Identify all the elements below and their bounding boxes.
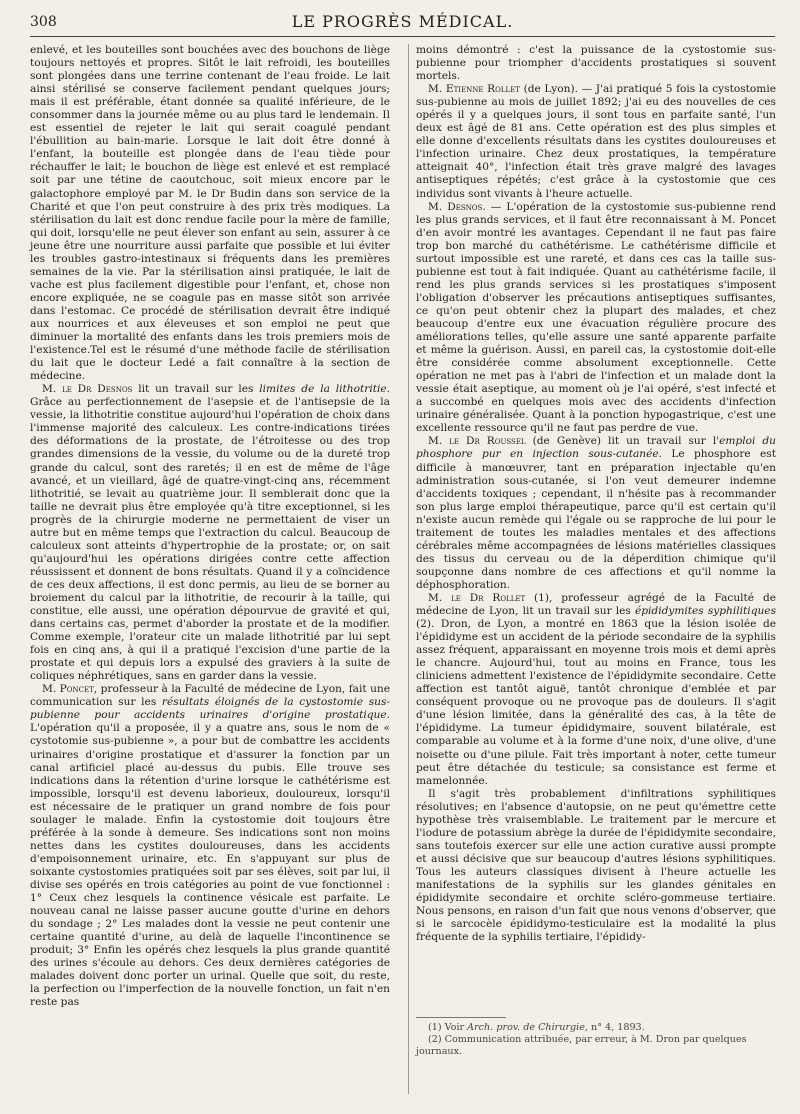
speaker-name: M. Etienne Rollet <box>428 83 520 96</box>
text-run: Grâce au perfectionnement de l'asepsie et de l'antisepsie de la vessie, la lithotritie constitue aujourd'hui l'opération de choix dans l'immense majorité des calculeux. Les contre-indications tirées des déformations de la prostate, de l'étroitesse ou des trop grandes dimensions de la vessie, du volume ou de la dureté trop grande du calcul, sont des raretés; il en est de même de l'âge avancé, et un vieillard, âgé de quatre-vingt-cinq ans, récemment lithotritié, se levait au quatrième jour. Il semblerait donc que la taille ne devrait plus être employée qu'à titre exceptionnel, si les progrès de la chirurgie moderne ne permettaient de viser un autre but en même temps que l'extraction du calcul. Beaucoup de calculeux sont atteints d'hypertrophie de la prostate; or, on sait qu'aujourd'hui les opérations dirigées contre cette affection réussissent et donnent de bons résultats. Quand il y a coïncidence de ces deux affections, il est donc permis, au lieu de se borner au broiement du calcul par la lithotritie, de recourir à la taille, qui constitue, elle aussi, une opération dépourvue de gravité et qui, dans certains cas, permet d'aborder la prostate et de la modifier. Comme exemple, l'orateur cite un malade lithotritié par lui sept fois en cinq ans, à qui il a pratiqué l'excision d'une partie de la prostate et qui depuis lors a expulsé des graviers à la suite de coliques néphrétiques, sans en garder dans la vessie. <box>30 396 390 683</box>
paragraph: moins démontré : c'est la puissance de la cystostomie sus-pubienne pour triompher d'accidents prostatiques si souvent mortels. <box>416 44 776 83</box>
text-run: , n° 4, 1893. <box>584 1022 645 1033</box>
text-run: (de Lyon). — J'ai pratiqué 5 fois la cystostomie sus-pubienne au mois de juillet 1892; j'ai eu des nouvelles de ces opérés il y a quelques jours, il sont tous en parfaite santé, l'un deux est âgé de 81 ans. Cette opération est des plus simples et elle donne d'excellents résultats dans les cystites douloureuses et l'infection urinaire. Chez deux prostatiques, la température atteignait 40°, l'infection était très grave malgré des lavages antiseptiques répétés; c'est grâce à la cystostomie que ces individus sont vivants à l'heure actuelle. <box>416 83 776 200</box>
text-run: (de Genève) lit un travail sur l' <box>525 435 720 448</box>
text-run: . — L'opération de la cystostomie sus-pubienne rend les plus grands services, et il faut être reconnaissant à M. Poncet d'en avoir montré les avantages. Cependant il ne faut pas faire trop bon marché du cathétérisme. Le cathétérisme difficile et surtout impossible est une rareté, et dans ces cas la taille sus-pubienne est tout à fait indiquée. Quant au cathétérisme facile, il rend les plus grands services si les prostatiques s'imposent l'obligation d'observer les précautions antiseptiques suffisantes, ce qu'on peut obtenir chez la plupart des malades, et chez beaucoup d'entre eux une évacuation régulière procure des améliorations telles, qu'elle assure une santé apparente parfaite et même la guérison. Aussi, en pareil cas, la cystostomie doit-elle être considérée comme absolument exceptionnelle. Cette opération ne met pas à l'abri de l'infection et un malade dont la vessie était aseptique, au moment où je l'ai opéré, s'est infecté et a succombé en quelques mois avec des accidents d'infection urinaire généralisée. Quant à la ponction hypogastrique, c'est une excellente ressource qu'il ne faut pas perdre de vue. <box>416 200 777 435</box>
paragraph <box>30 683 390 1009</box>
speaker-name: M. le Dr Desnos <box>42 383 133 396</box>
footnotes <box>416 1017 776 1058</box>
text-run: L'opération qu'il a proposée, il y a quatre ans, sous le nom de « cystotomie sus-pubienne », a pour but de combattre les accidents urinaires d'origine prostatique et d'assurer la fonction par un canal artificiel placé au-dessus du pubis. Elle trouve ses indications dans la rétention d'urine lorsque le cathétérisme est impossible, lorsqu'il est devenu laborieux, douloureux, lorsqu'il est nécessaire de le pratiquer un grand nombre de fois pour soulager le malade. Enfin la cystostomie doit toujours être préférée à la sonde à demeure. Ses indications sont non moins nettes dans les cystites douloureuses, dans les accidents d'empoisonnement urinaire, etc. En s'appuyant sur plus de soixante cystostomies pratiquées soit par ses élèves, soit par lui, il divise ses opérés en trois catégories au point de vue fonctionnel : 1° Ceux chez lesquels la continence vésicale est parfaite. Le nouveau canal ne laisse passer aucune goutte d'urine en dehors du sondage ; 2° Les malades dont la vessie ne peut contenir une certaine quantité d'urine, au delà de laquelle l'incontinence se produit; 3° Enfin les opérés chez lesquels la plus grande quantité des urines s'écoule au dehors. Ces deux dernières catégories de malades doivent donc porter un urinal. Quelle que soit, du reste, la perfection ou l'imperfection de la nouvelle fonction, un fait n'en reste pas <box>30 722 390 1009</box>
paragraph <box>416 435 776 592</box>
footnote-separator <box>416 1017 506 1018</box>
page-number: 308 <box>30 14 57 30</box>
paper-title: résultats éloignés de la cystostomie sus-pubienne pour accidents urinaires d'origine prostatique. <box>30 696 390 722</box>
text-run: , professeur à la Faculté de médecine de Lyon, fait une communication sur les <box>30 683 390 709</box>
column-divider <box>408 44 409 1094</box>
text-run: (2). Dron, de Lyon, a montré en 1863 que la lésion isolée de l'épididyme est un accident de la période secondaire de la syphilis assez fréquent, apparaissant en moyenne trois mois et demi après le chancre. Aujourd'hui, tout au moins en France, tous les cliniciens admettent l'existence de l'épididymite secondaire. Cette affection est tantôt aiguë, tantôt chronique d'emblée et par conséquent provoque ou ne provoque pas de douleurs. Il s'agit d'une lésion limitée, dans la généralité des cas, à la tête de l'épididyme. La tumeur épididymaire, souvent bilatérale, est comparable au volume et à la forme d'une noix, d'une olive, d'une noisette ou d'une pilule. Fait très important à noter, cette tumeur peut être détachée du testicule; sa consistance est ferme et mamelonnée. <box>416 618 776 787</box>
paragraph <box>30 383 390 683</box>
header-rule <box>30 36 775 37</box>
speaker-name: M. Desnos <box>428 200 483 213</box>
speaker-name: M. Poncet <box>42 683 94 696</box>
paragraph: Il s'agit très probablement d'infiltrations syphilitiques résolutives; en l'absence d'autopsie, on ne peut qu'émettre cette hypothèse très vraisemblable. Le traitement par le mercure et l'iodure de potassium abrège la durée de l'épididymite secondaire, sans toutefois exercer sur elle une action curative aussi prompte et aussi décisive que sur beaucoup d'autres lésions syphilitiques. Tous les auteurs classiques divisent à l'heure actuelle les manifestations de la syphilis sur les glandes génitales en épididymite secondaire et orchite scléro-gommeuse tertiaire. Nous pensons, en raison d'un fait que nous venons d'observer, que si le sarcocèle épididymo-testiculaire est la modalité la plus fréquente de la syphilis tertiaire, l'épididy- <box>416 787 776 944</box>
journal-title: Arch. prov. de Chirurgie <box>467 1022 585 1033</box>
paper-title: limites de la lithotritie. <box>259 383 390 396</box>
speaker-name: M. le Dr Roussel <box>428 435 526 448</box>
paper-title: épididymites syphilitiques <box>634 605 776 618</box>
text-run: (1), professeur agrégé de la Faculté de médecine de Lyon, lit un travail sur les <box>416 591 776 618</box>
footnote: (2) Communication attribuée, par erreur, à M. Dron par quelques journaux. <box>416 1034 747 1057</box>
paragraph: enlevé, et les bouteilles sont bouchées avec des bouchons de liège toujours nettoyés et propres. Sitôt le lait refroidi, les bouteilles sont plongées dans une terrine contenant de l'eau froide. Le lait ainsi stérilisé se conserve facilement pendant quelques jours; mais il est préférable, étant donnée sa qualité inférieure, de le consommer dans la journée même ou au plus tard le lendemain. Il est essentiel de rejeter le lait qui serait coagulé pendant l'ébullition au bain-marie. Lorsque le lait doit être donné à l'enfant, la bouteille est plongée dans de l'eau tiède pour réchauffer le lait; le bouchon de liège est enlevé et est remplacé soit par une tétine de caoutchouc, soit mieux encore par le galactophore employé par M. le Dr Budin dans son service de la Charité et que l'on peut construire à des prix très modiques. La stérilisation du lait est donc rendue facile pour la mère de famille, qui doit, lorsqu'elle ne peut élever son enfant au sein, assurer à ce jeune être une nourriture aussi parfaite que possible et lui éviter les troubles gastro-intestinaux si fréquents dans les premières semaines de la vie. Par la stérilisation ainsi pratiquée, le lait de vache est plus facilement digestible pour l'enfant, et, chose non encore expliquée, ne se coagule pas en masse sitôt son arrivée dans l'estomac. Ce procédé de stérilisation devrait être indiqué aux nourrices et aux éleveuses et son emploi ne peut que diminuer la mortalité des enfants dans les trois premiers mois de l'existence.Tel est le résumé d'une méthode facile de stérilisation du lait que le docteur Ledé a fait connaître à la section de médecine. <box>30 44 390 383</box>
paper-title: emploi du phosphore pur en injection sous-cutanée. <box>416 435 776 461</box>
paragraph <box>416 83 776 200</box>
speaker-name: M. le Dr Rollet <box>428 591 526 604</box>
left-column <box>30 44 390 1094</box>
footnote <box>416 1022 776 1034</box>
paragraph <box>416 592 776 788</box>
page-header <box>30 12 775 34</box>
text-run: (1) Voir <box>428 1022 468 1033</box>
right-column <box>416 44 776 1004</box>
running-title: LE PROGRÈS MÉDICAL. <box>291 12 514 31</box>
paragraph <box>416 201 776 436</box>
text-run: Le phosphore est difficile à manœuvrer, tant en préparation injectable qu'en administration sous-cutanée, si l'on veut demeurer indemne d'accidents toxiques ; cependant, il n'hésite pas à recommander son plus large emploi thérapeutique, parce qu'il est certain qu'il n'existe aucun remède qui l'égale ou se rapproche de lui pour le traitement de toutes les maladies mentales et des affections cérébrales même accompagnées de lésions matérielles classiques des tissus du cerveau ou de la déperdition chimique qu'il soupçonne dans nombre de ces affections et qu'il nomme la déphosphoration. <box>416 448 776 591</box>
text-run: lit un travail sur les <box>132 383 260 396</box>
